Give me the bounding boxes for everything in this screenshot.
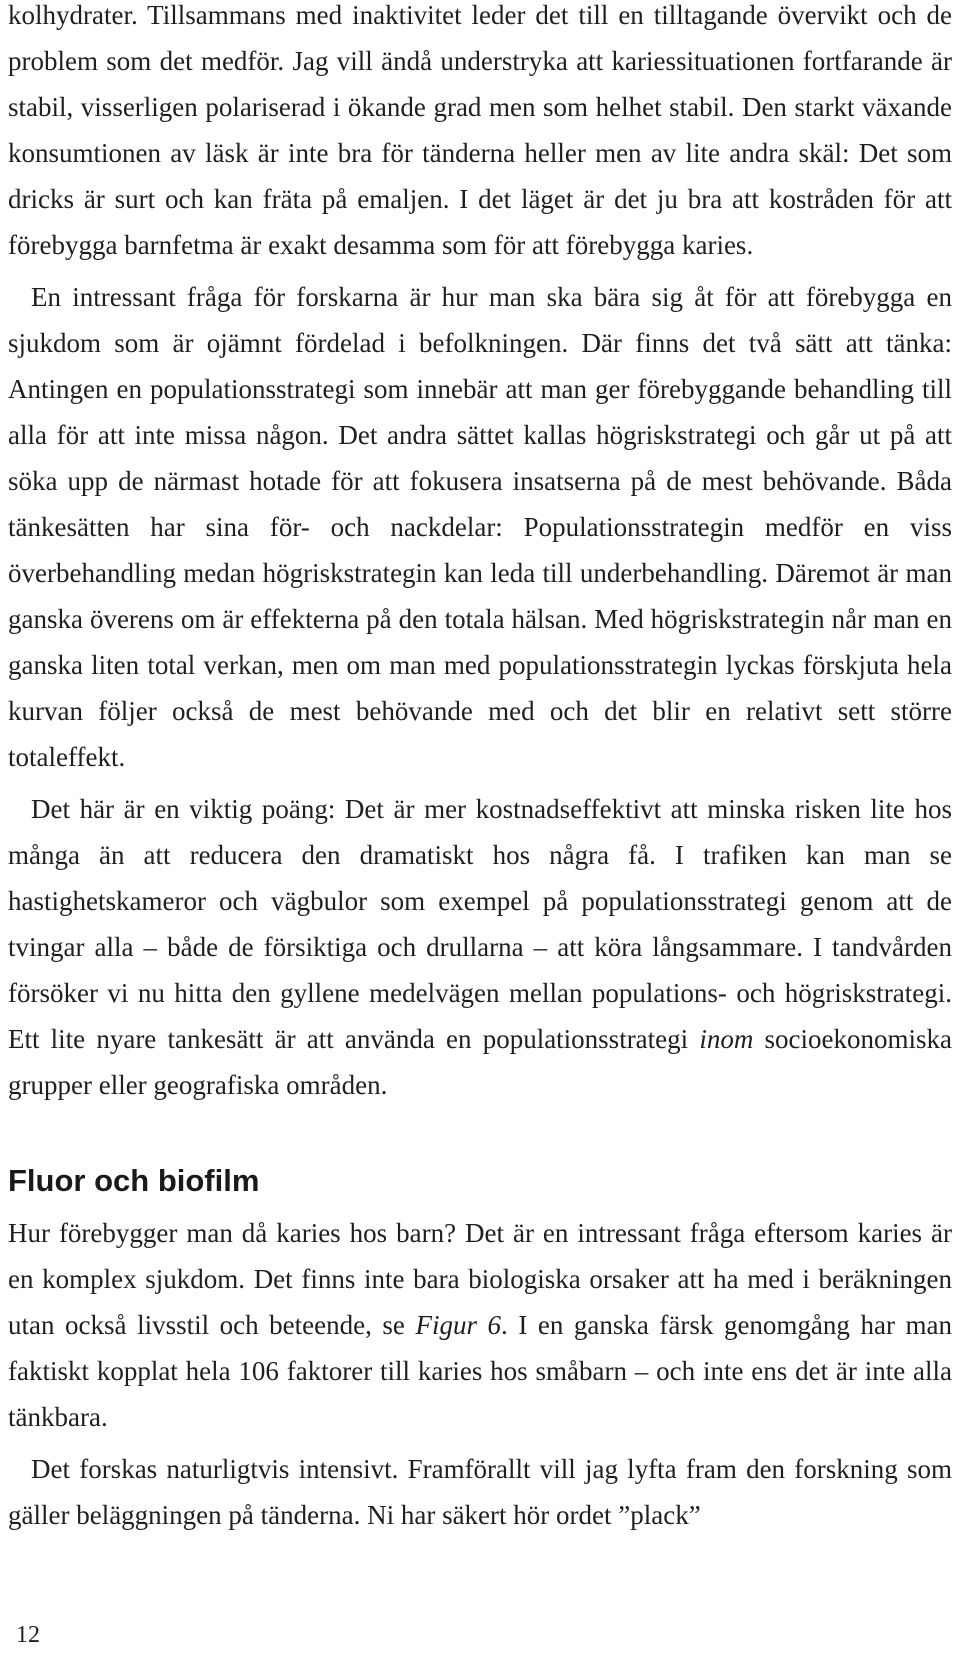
paragraph-4-text-a: Hur förebygger man då karies hos barn? Det är en intressant fråga eftersom karies är en komplex sjukdom. Det finns inte bara biologiska orsaker att ha med i beräkningen utan också livsstil och beteende, se	[8, 1218, 952, 1340]
paragraph-3-emphasis: inom	[699, 1024, 754, 1054]
paragraph-4	[8, 1210, 952, 1440]
paragraph-5: Det forskas naturligtvis intensivt. Framförallt vill jag lyfta fram den forskning som gäller beläggningen på tänderna. Ni har säkert hör ordet ”plack”	[8, 1454, 952, 1530]
paragraph-3-text-a: Det här är en viktig poäng: Det är mer kostnadseffektivt att minska risken lite hos många än att reducera den dramatiskt hos några få. I trafiken kan man se hastighetskameror och vägbulor som exempel på populationsstrategi genom att de tvingar alla – både de försiktiga och drullarna – att köra långsammare. I tandvården försöker vi nu hitta den gyllene medelvägen mellan populations- och högriskstrategi. Ett lite nyare tankesätt är att använda en populationsstrategi	[8, 794, 952, 1054]
paragraph-1: kolhydrater. Tillsammans med inaktivitet leder det till en tilltagande övervikt och de problem som det medför. Jag vill ändå understryka att kariessituationen fortfarande är stabil, visserligen polariserad i ökande grad men som helhet stabil. Den starkt växande konsumtionen av läsk är inte bra för tänderna heller men av lite andra skäl: Det som dricks är surt och kan fräta på emaljen. I det läget är det ju bra att kostråden för att förebygga barnfetma är exakt desamma som för att förebygga karies.	[8, 0, 952, 260]
section-heading: Fluor och biofilm	[8, 1163, 260, 1198]
paragraph-3	[8, 786, 952, 1108]
figure-reference: Figur 6	[415, 1310, 502, 1340]
paragraph-4-text-b: . I en ganska färsk genomgång har man faktiskt kopplat hela 106 faktorer till karies hos småbarn – och inte ens det är inte alla tänkbara.	[8, 1310, 952, 1432]
document-page	[8, 0, 952, 1538]
paragraph-2: En intressant fråga för forskarna är hur man ska bära sig åt för att förebygga en sjukdom som är ojämnt fördelad i befolkningen. Där finns det två sätt att tänka: Antingen en populationsstrategi som innebär att man ger förebyggande behandling till alla för att inte missa någon. Det andra sättet kallas högriskstrategi och går ut på att söka upp de närmast hotade för att fokusera insatserna på de mest behövande. Båda tänkesätten har sina för- och nackdelar: Populationsstrategin medför en viss överbehandling medan högriskstrategin kan leda till underbehandling. Däremot är man ganska överens om är effekterna på den totala hälsan. Med högriskstrategin når man en ganska liten total verkan, men om man med populationsstrategin lyckas förskjuta hela kurvan följer också de mest behövande med och det blir en relativt sett större totaleffekt.	[8, 282, 952, 772]
page-number: 12	[16, 1622, 40, 1648]
paragraph-3-text-b: socioekonomiska grupper eller geografiska områden.	[8, 1024, 952, 1100]
